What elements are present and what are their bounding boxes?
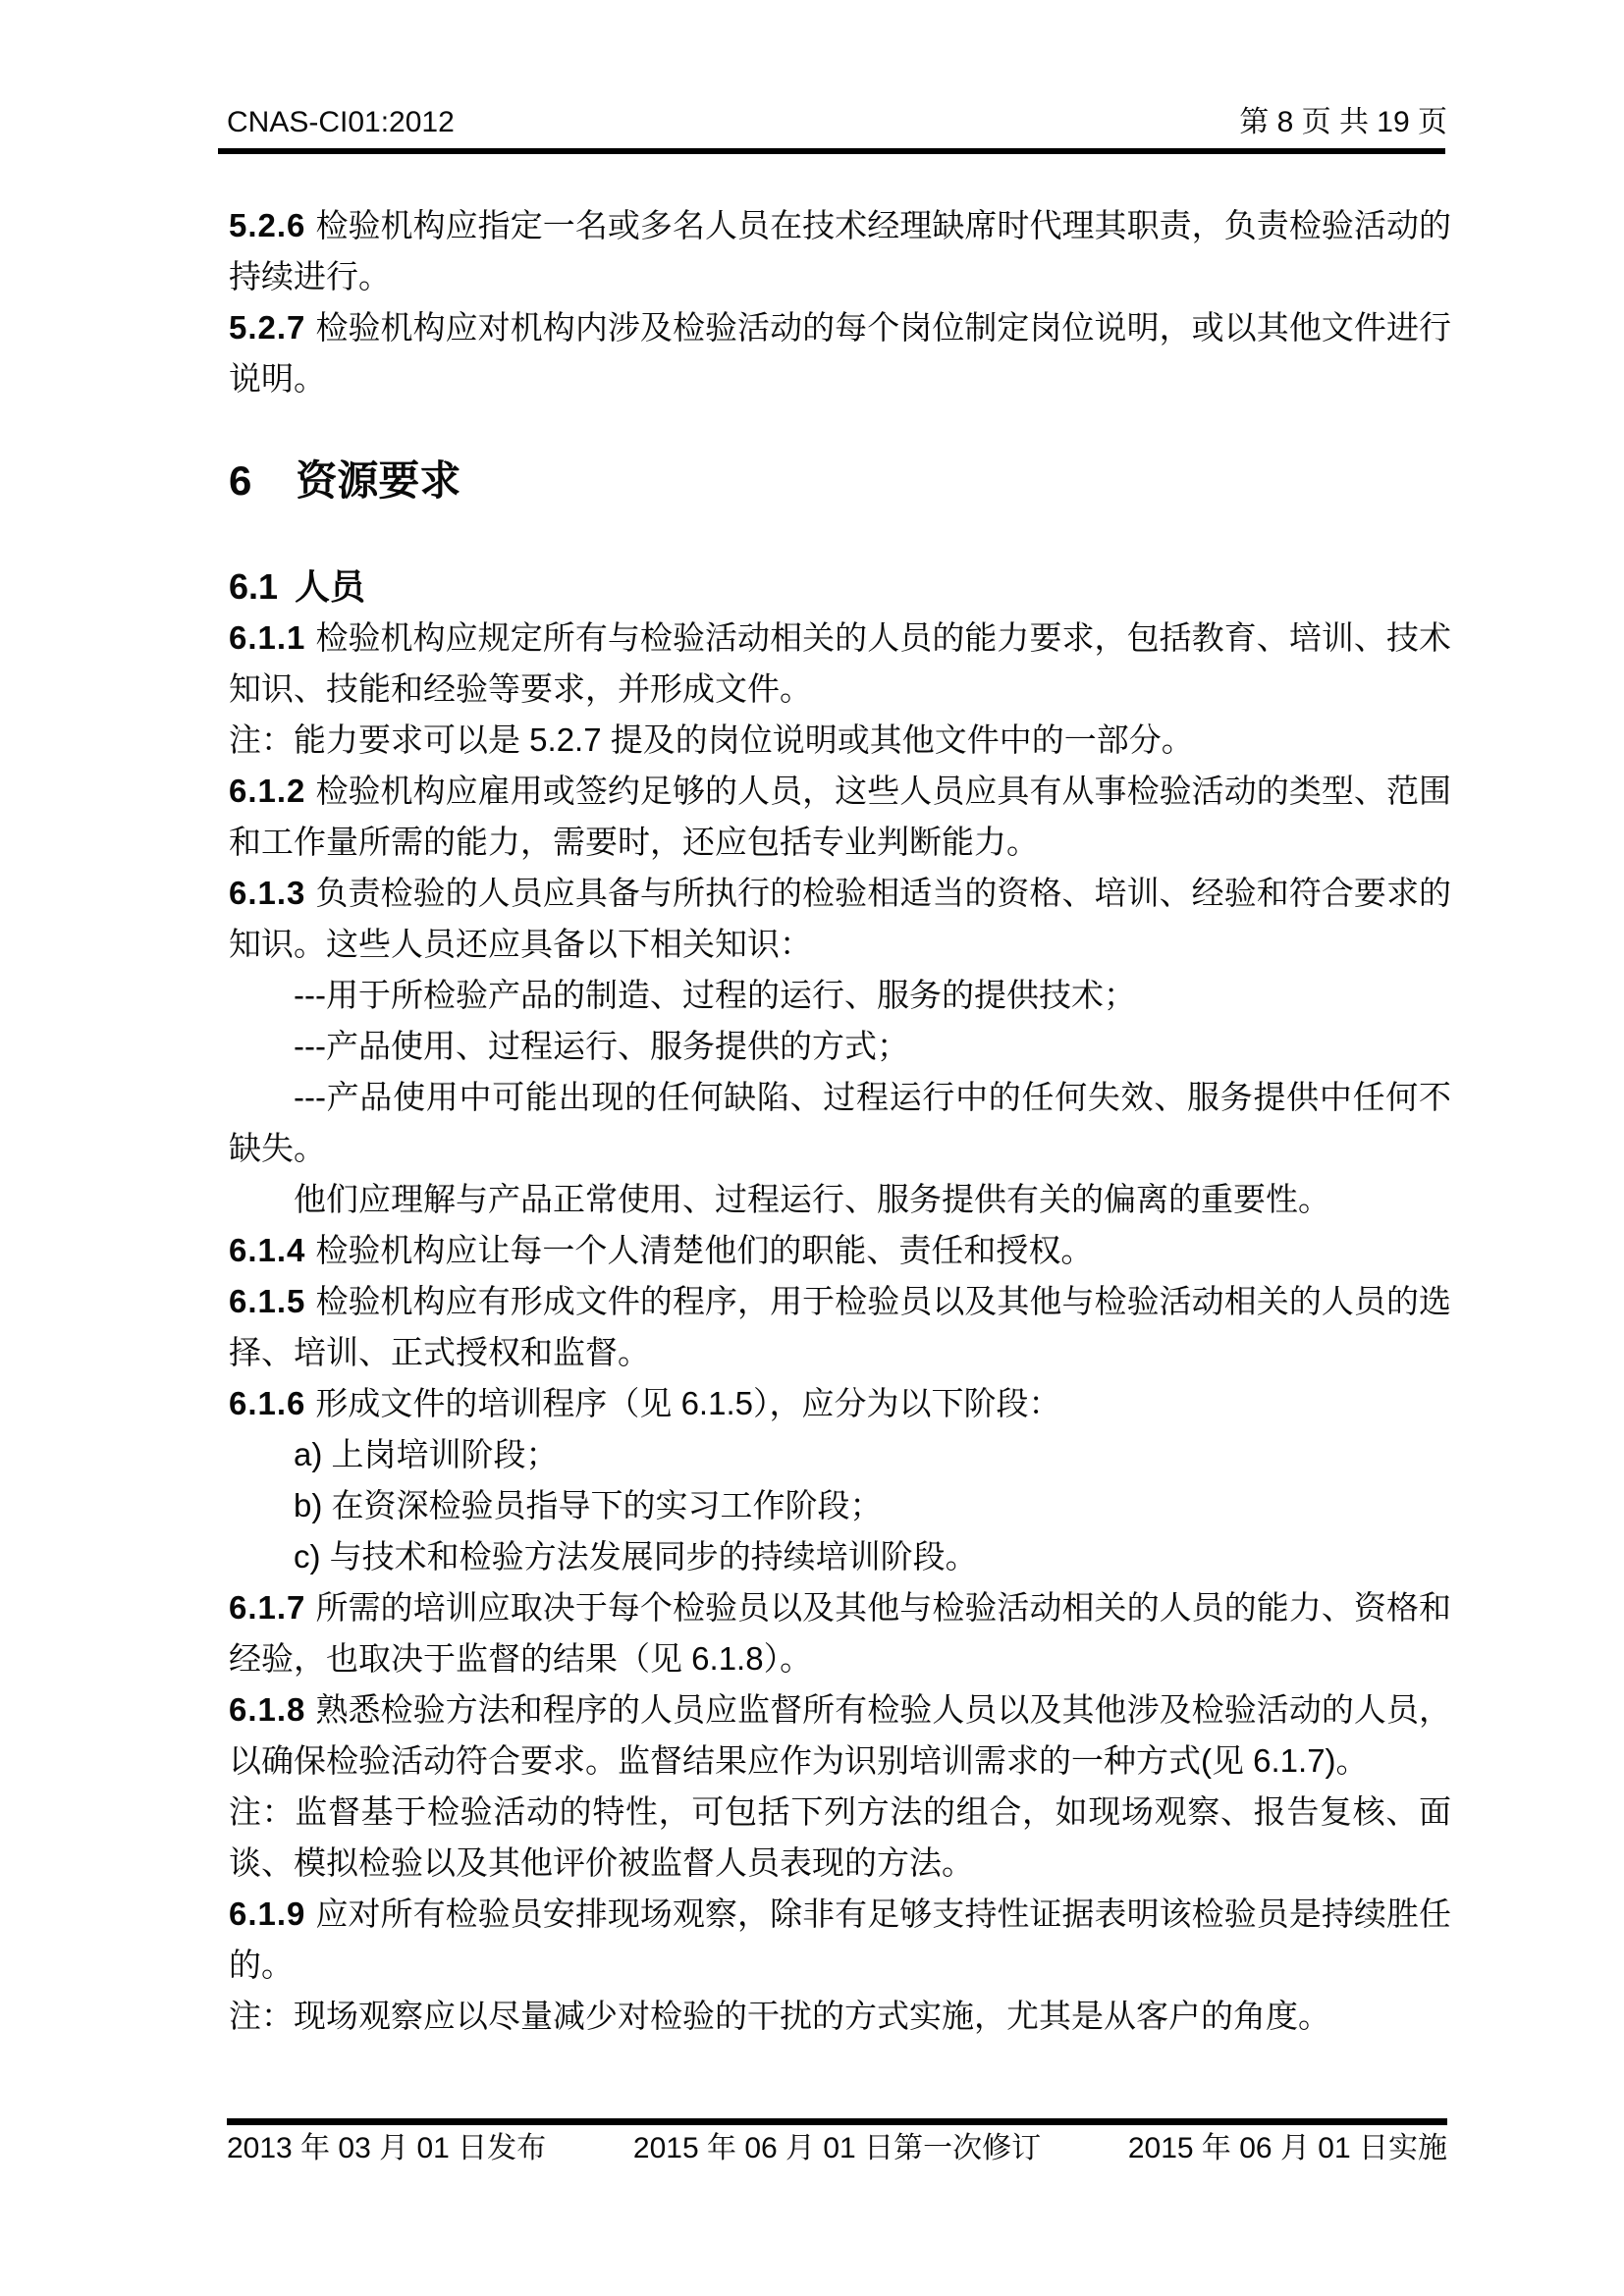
clause-number: 5.2.6 bbox=[229, 207, 306, 243]
clause-number: 6.1.1 bbox=[229, 619, 306, 656]
paragraph-text: 注：监督基于检验活动的特性，可包括下列方法的组合，如现场观察、报告复核、面谈、模拟检验以及其他评价被监督人员表现的方法。 bbox=[229, 1793, 1451, 1881]
section-heading bbox=[229, 452, 1451, 510]
clause-paragraph bbox=[229, 200, 1451, 302]
paragraph-text: 形成文件的培训程序（见 6.1.5），应分为以下阶段： bbox=[315, 1385, 1061, 1421]
page-footer bbox=[227, 2130, 1447, 2167]
paragraph-text: 注：现场观察应以尽量减少对检验的干扰的方式实施，尤其是从客户的角度。 bbox=[229, 1998, 1330, 2034]
footer-publish-date: 2013 年 03 月 01 日发布 bbox=[227, 2132, 547, 2164]
paragraph-text: ---产品使用、过程运行、服务提供的方式； bbox=[294, 1028, 909, 1064]
indented-paragraph bbox=[229, 1531, 1451, 1582]
clause-paragraph bbox=[229, 1684, 1451, 1787]
indented-paragraph bbox=[229, 1072, 1451, 1174]
paragraph-text: 检验机构应让每一个人清楚他们的职能、责任和授权。 bbox=[315, 1232, 1094, 1268]
note-paragraph bbox=[229, 1991, 1451, 2042]
clause-number: 6.1.7 bbox=[229, 1589, 306, 1626]
clause-paragraph bbox=[229, 868, 1451, 970]
clause-number: 6.1.9 bbox=[229, 1896, 306, 1932]
indented-paragraph bbox=[229, 970, 1451, 1021]
clause-number: 6.1.6 bbox=[229, 1385, 306, 1421]
clause-number: 5.2.7 bbox=[229, 309, 306, 346]
clause-number: 6.1.4 bbox=[229, 1232, 306, 1268]
clause-paragraph bbox=[229, 302, 1451, 404]
clause-paragraph bbox=[229, 613, 1451, 715]
indented-paragraph bbox=[229, 1429, 1451, 1480]
footer-implement-date: 2015 年 06 月 01 日实施 bbox=[1127, 2132, 1447, 2164]
section-title: 人员 bbox=[295, 566, 366, 607]
clause-paragraph bbox=[229, 1378, 1451, 1429]
paragraph-text: 检验机构应有形成文件的程序，用于检验员以及其他与检验活动相关的人员的选择、培训、正式授权和监督。 bbox=[229, 1283, 1451, 1370]
clause-number: 6.1.3 bbox=[229, 875, 306, 911]
page-number: 第 8 页 共 19 页 bbox=[1239, 106, 1447, 138]
note-paragraph bbox=[229, 1787, 1451, 1889]
clause-paragraph bbox=[229, 1276, 1451, 1378]
paragraph-text: 他们应理解与产品正常使用、过程运行、服务提供有关的偏离的重要性。 bbox=[294, 1181, 1330, 1217]
header-rule bbox=[218, 148, 1445, 154]
paragraph-text: a) 上岗培训阶段； bbox=[294, 1436, 559, 1472]
clause-number: 6.1.8 bbox=[229, 1691, 306, 1728]
paragraph-text: 熟悉检验方法和程序的人员应监督所有检验人员以及其他涉及检验活动的人员，以确保检验活动符合要求。监督结果应作为识别培训需求的一种方式(见 6.1.7)。 bbox=[229, 1691, 1451, 1779]
paragraph-text: 注：能力要求可以是 5.2.7 提及的岗位说明或其他文件中的一部分。 bbox=[229, 721, 1194, 758]
paragraph-text: 检验机构应雇用或签约足够的人员，这些人员应具有从事检验活动的类型、范围和工作量所需的能力，需要时，还应包括专业判断能力。 bbox=[229, 773, 1451, 860]
section-number: 6.1 bbox=[229, 566, 279, 607]
paragraph-text: 检验机构应对机构内涉及检验活动的每个岗位制定岗位说明，或以其他文件进行说明。 bbox=[229, 309, 1451, 397]
paragraph-text: ---用于所检验产品的制造、过程的运行、服务的提供技术； bbox=[294, 977, 1136, 1013]
paragraph-text: 检验机构应规定所有与检验活动相关的人员的能力要求，包括教育、培训、技术知识、技能和经验等要求，并形成文件。 bbox=[229, 619, 1451, 707]
indented-paragraph bbox=[229, 1480, 1451, 1531]
footer-rule bbox=[227, 2118, 1447, 2125]
footer-revision-date: 2015 年 06 月 01 日第一次修订 bbox=[632, 2132, 1042, 2164]
clause-paragraph bbox=[229, 1582, 1451, 1684]
subsection-heading bbox=[229, 561, 1451, 613]
indented-paragraph bbox=[229, 1174, 1451, 1225]
clause-paragraph bbox=[229, 766, 1451, 868]
doc-code: CNAS-CI01:2012 bbox=[227, 106, 455, 138]
clause-paragraph bbox=[229, 1225, 1451, 1276]
clause-number: 6.1.5 bbox=[229, 1283, 306, 1319]
clause-paragraph bbox=[229, 1889, 1451, 1991]
section-number: 6 bbox=[229, 457, 252, 504]
paragraph-text: c) 与技术和检验方法发展同步的持续培训阶段。 bbox=[294, 1538, 978, 1575]
paragraph-text: ---产品使用中可能出现的任何缺陷、过程运行中的任何失效、服务提供中任何不缺失。 bbox=[229, 1079, 1451, 1166]
paragraph-text: 应对所有检验员安排现场观察，除非有足够支持性证据表明该检验员是持续胜任的。 bbox=[229, 1896, 1451, 1983]
page-header bbox=[227, 104, 1447, 141]
section-title: 资源要求 bbox=[296, 457, 461, 504]
paragraph-text: 负责检验的人员应具备与所执行的检验相适当的资格、培训、经验和符合要求的知识。这些人员还应具备以下相关知识： bbox=[229, 875, 1451, 962]
note-paragraph bbox=[229, 715, 1451, 766]
paragraph-text: 检验机构应指定一名或多名人员在技术经理缺席时代理其职责，负责检验活动的持续进行。 bbox=[229, 207, 1451, 294]
paragraph-text: 所需的培训应取决于每个检验员以及其他与检验活动相关的人员的能力、资格和经验，也取决于监督的结果（见 6.1.8）。 bbox=[229, 1589, 1451, 1677]
clause-number: 6.1.2 bbox=[229, 773, 306, 809]
document-body bbox=[229, 200, 1451, 2042]
paragraph-text: b) 在资深检验员指导下的实习工作阶段； bbox=[294, 1487, 883, 1523]
indented-paragraph bbox=[229, 1021, 1451, 1072]
